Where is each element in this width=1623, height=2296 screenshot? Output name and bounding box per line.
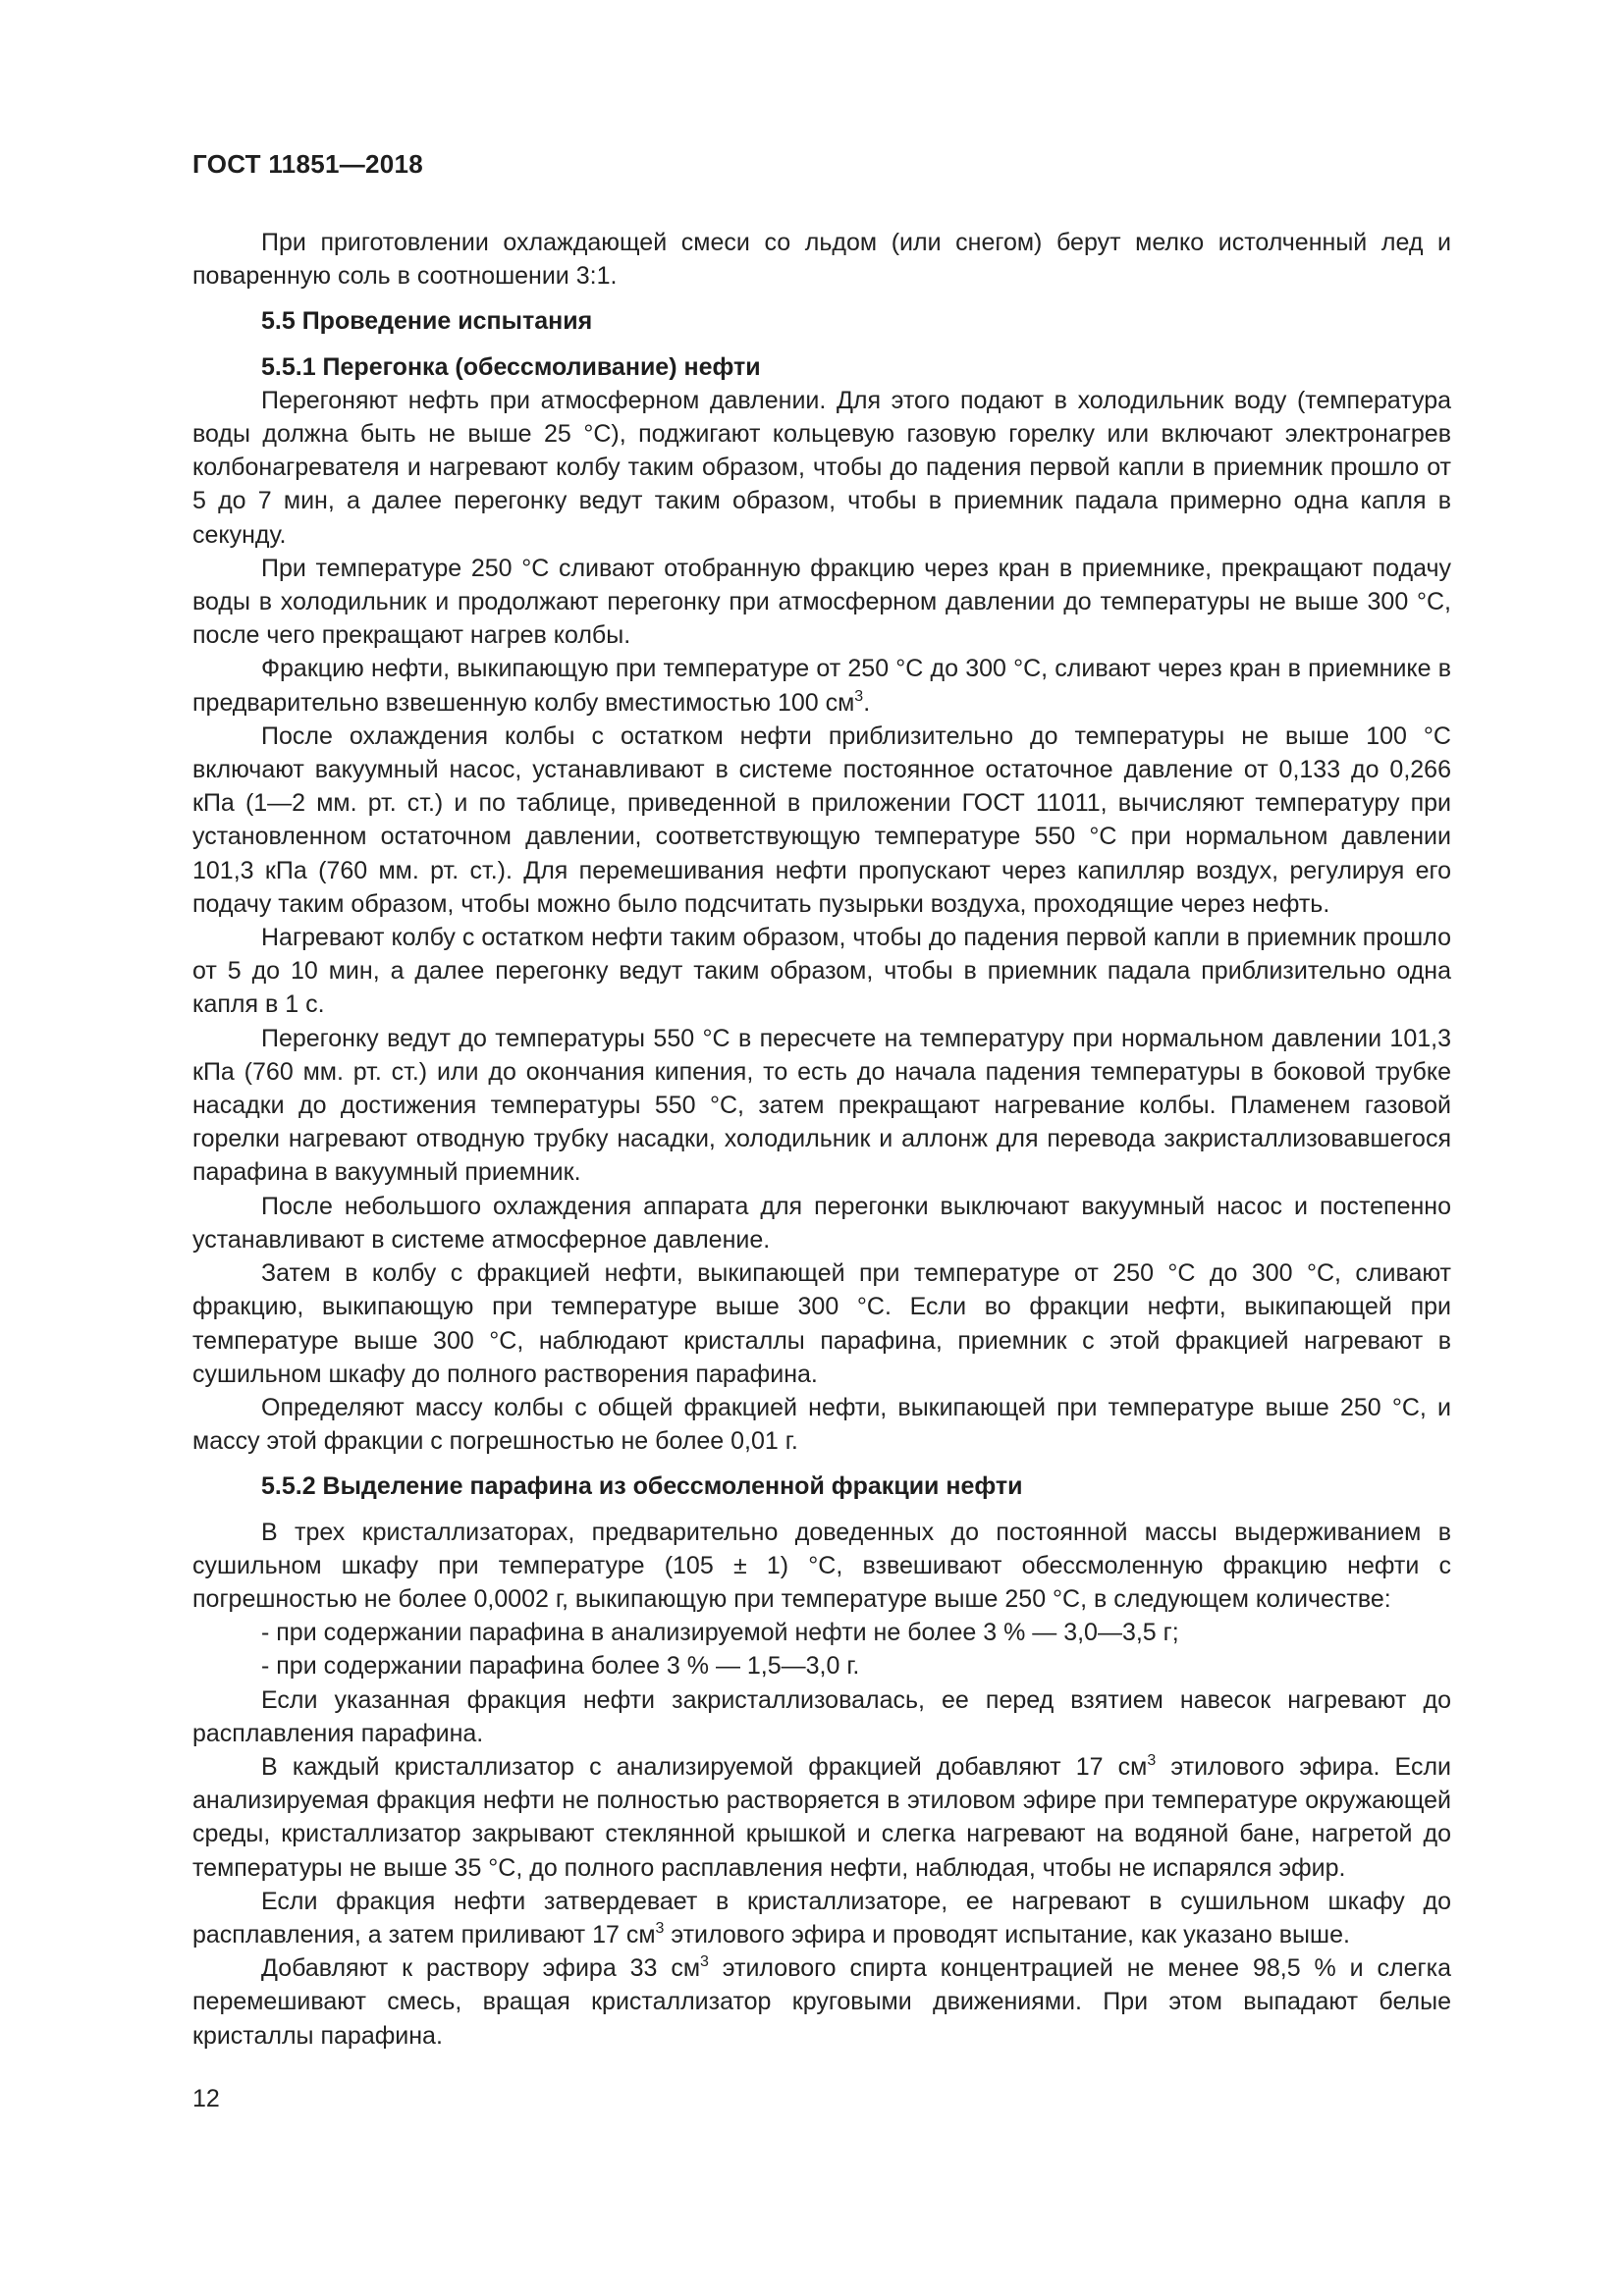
- superscript-cubic: 3: [655, 1919, 665, 1937]
- paragraph-solidified-fraction-text-a: Если фракция нефти затвердевает в кристаллизаторе, ее нагревают в сушильном шкафу до расплавления, а затем приливают 17 см: [192, 1887, 1451, 1949]
- paragraph-ethyl-alcohol: [192, 1951, 1451, 2053]
- paragraph-solidified-fraction: [192, 1885, 1451, 1951]
- section-heading-5-5-2: 5.5.2 Выделение парафина из обессмоленной фракции нефти: [261, 1472, 1023, 1501]
- paragraph-ethyl-ether-text-a: В каждый кристаллизатор с анализируемой фракцией добавляют 17 см: [261, 1752, 1148, 1781]
- paragraph-fraction-above-300: Затем в колбу с фракцией нефти, выкипающей при температуре от 250 °С до 300 °С, сливают фракцию, выкипающую при температуре выше 300 °С. Если во фракции нефти, выкипающей при температуре выше 300 °С, наблюдают кристаллы парафина, приемник с этой фракцией нагревают в сушильном шкафу до полного растворения парафина.: [192, 1259, 1451, 1388]
- paragraph-ethyl-alcohol-text-b: этилового спирта концентрацией не менее 98,5 % и слегка перемешивают смесь, вращая кристаллизатор круговыми движениями. При этом выпадают белые кристаллы парафина.: [192, 1954, 1451, 2050]
- paragraph-crystallizers: В трех кристаллизаторах, предварительно доведенных до постоянной массы выдерживанием в сушильном шкафу при температуре (105 ± 1) °С, взвешивают обессмоленную фракцию нефти с погрешностью не более 0,0002 г, выкипающую при температуре выше 250 °С, в следующем количестве:: [192, 1518, 1451, 1613]
- list-item-paraffin-under-3: - при содержании парафина в анализируемой нефти не более 3 % — 3,0—3,5 г;: [261, 1619, 1179, 1647]
- paragraph-fraction-250-300: [192, 652, 1451, 719]
- document-body: [192, 226, 1451, 2053]
- paragraph-vacuum-pump: После охлаждения колбы с остатком нефти приблизительно до температуры не выше 100 °С включают вакуумный насос, устанавливают в системе постоянное остаточное давление от 0,133 до 0,266 кПа (1—2 мм. рт. ст.) и по таблице, приведенной в приложении ГОСТ 11011, вычисляют температуру при установленном остаточном давлении, соответствующую температуре 550 °С при нормальном давлении 101,3 кПа (760 мм. рт. ст.). Для перемешивания нефти пропускают через капилляр воздух, регулируя его подачу таким образом, чтобы можно было подсчитать пузырьки воздуха, проходящие через нефть.: [192, 721, 1451, 918]
- document-header: ГОСТ 11851—2018: [192, 149, 424, 179]
- page-number: 12: [192, 2085, 220, 2112]
- list-item-paraffin-over-3: - при содержании парафина более 3 % — 1,5—3,0 г.: [261, 1652, 860, 1681]
- section-heading-5-5-1: 5.5.1 Перегонка (обессмоливание) нефти: [261, 352, 761, 381]
- paragraph-cooling-apparatus: После небольшого охлаждения аппарата для перегонки выключают вакуумный насос и постепенно устанавливают в системе атмосферное давление.: [192, 1192, 1451, 1254]
- paragraph-250-fraction: При температуре 250 °С сливают отобранную фракцию через кран в приемнике, прекращают подачу воды в холодильник и продолжают перегонку при атмосферном давлении до температуры не выше 300 °С, после чего прекращают нагрев колбы.: [192, 554, 1451, 650]
- paragraph-fraction-250-300-end: .: [863, 688, 871, 717]
- section-heading-5-5: 5.5 Проведение испытания: [261, 307, 593, 336]
- superscript-cubic: 3: [854, 687, 864, 705]
- paragraph-solidified-fraction-text-b: этилового эфира и проводят испытание, как указано выше.: [664, 1920, 1350, 1949]
- paragraph-crystallized-fraction: Если указанная фракция нефти закристаллизовалась, ее перед взятием навесок нагревают до расплавления парафина.: [192, 1685, 1451, 1747]
- paragraph-distillation-550: Перегонку ведут до температуры 550 °С в пересчете на температуру при нормальном давлении 101,3 кПа (760 мм. рт. ст.) или до окончания кипения, то есть до начала падения температуры в боковой трубке насадки до достижения температуры 550 °С, затем прекращают нагревание колбы. Пламенем газовой горелки нагревают отводную трубку насадки, холодильник и аллонж для перевода закристаллизовавшегося парафина в вакуумный приемник.: [192, 1024, 1451, 1187]
- paragraph-cooling-mixture: При приготовлении охлаждающей смеси со льдом (или снегом) берут мелко истолченный лед и поваренную соль в соотношении 3:1.: [192, 229, 1451, 291]
- paragraph-atmospheric-distillation: Перегоняют нефть при атмосферном давлении. Для этого подают в холодильник воду (температура воды должна быть не выше 25 °С), поджигают кольцевую газовую горелку или включают электронагрев колбонагревателя и нагревают колбу таким образом, чтобы до падения первой капли в приемник прошло от 5 до 7 мин, а далее перегонку ведут таким образом, чтобы в приемник падала примерно одна капля в секунду.: [192, 386, 1451, 549]
- paragraph-mass-determination: Определяют массу колбы с общей фракцией нефти, выкипающей при температуре выше 250 °С, и массу этой фракции с погрешностью не более 0,01 г.: [192, 1393, 1451, 1456]
- paragraph-heating-flask: Нагревают колбу с остатком нефти таким образом, чтобы до падения первой капли в приемник прошло от 5 до 10 мин, а далее перегонку ведут таким образом, чтобы в приемник падала приблизительно одна капля в 1 с.: [192, 924, 1451, 1019]
- paragraph-fraction-250-300-text: Фракцию нефти, выкипающую при температуре от 250 °С до 300 °С, сливают через кран в приемнике в предварительно взвешенную колбу вместимостью 100 см: [192, 655, 1451, 717]
- paragraph-ethyl-ether: [192, 1750, 1451, 1885]
- paragraph-ethyl-alcohol-text-a: Добавляют к раствору эфира 33 см: [261, 1954, 701, 1983]
- superscript-cubic: 3: [700, 1953, 709, 1971]
- paragraph-ethyl-ether-text-b: этилового эфира. Если анализируемая фракция нефти не полностью растворяется в этиловом эфире при температуре окружающей среды, кристаллизатор закрывают стеклянной крышкой и слегка нагревают на водяной бане, нагретой до температуры не выше 35 °С, до полного расплавления нефти, наблюдая, чтобы не испарялся эфир.: [192, 1752, 1451, 1882]
- superscript-cubic: 3: [1147, 1751, 1157, 1769]
